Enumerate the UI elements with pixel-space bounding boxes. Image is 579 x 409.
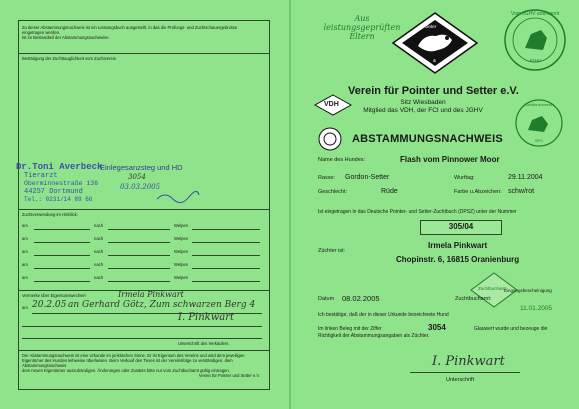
vet-role: Tierarzt xyxy=(24,172,58,180)
owner-line-1: Im linken Beleg mit der Ziffer xyxy=(318,326,382,332)
official-seal-text: Zuchtbuchamt xyxy=(478,286,507,291)
whelp-value: 29.11.2004 xyxy=(508,174,543,181)
row-label-nach: nach xyxy=(94,275,104,280)
row-label-nach: nach xyxy=(94,236,104,241)
divider xyxy=(18,209,269,210)
footer-line: dem neuen Eigentümer auszuhändigen. Änderungen oder Zusätze bitte nur vom Zuchtbuchamt gültig eintragen. xyxy=(22,368,230,373)
vet-street: Oberminnestraße 136 xyxy=(24,180,99,187)
row-label-am: am xyxy=(22,305,28,310)
row-line xyxy=(34,229,90,230)
breeder-name: Irmela Pinkwart xyxy=(428,241,488,250)
green-text-line: leistungsgeprüften xyxy=(323,23,401,32)
breeder-address: Chopinstr. 6, 16815 Oranienburg xyxy=(396,255,520,264)
legal-footer xyxy=(22,353,266,378)
row-line xyxy=(108,229,170,230)
vet-signature-scribble xyxy=(155,190,201,202)
register-number: 305/04 xyxy=(448,222,474,231)
logo-text-amp: & xyxy=(433,58,437,63)
top-info-line: Zu dieser Abstammungsnachweis ist ein Leistungsbuch ausgestellt, in das die Prüfungs- und Zuchtschauergebnisse xyxy=(22,25,238,30)
row-line xyxy=(192,268,260,269)
jghv-ring-text: Vom JGHV anerkannt xyxy=(510,11,560,17)
fci-roundel xyxy=(318,127,342,151)
row-line xyxy=(192,281,260,282)
divider xyxy=(18,350,269,351)
transfer-label: Vermerke über Eigentumswechsel xyxy=(22,293,86,298)
row-line xyxy=(22,338,262,339)
breeding-rows xyxy=(22,222,262,287)
transfer-to: an Gerhard Götz, Zum schwarzen Berg 4 xyxy=(68,300,256,310)
whelp-label: Wurftag: xyxy=(454,175,475,181)
breeding-row xyxy=(22,235,262,248)
studbook-seal xyxy=(514,98,564,148)
name-label: Name des Hundes: xyxy=(318,157,366,163)
studbook-sub-text: SPC xyxy=(534,138,544,143)
club-membership: Mitglied das VDH, der FCI und des JGHV xyxy=(363,107,483,114)
breed-label: Rasse: xyxy=(318,175,336,181)
row-line xyxy=(34,281,90,282)
page-fold xyxy=(289,0,291,409)
logo-text-pointer: Pointer xyxy=(422,24,437,29)
top-info-line: Ist im Bestandteil der Abstammungsnachweise. xyxy=(22,35,110,40)
owner-line-2: Glauwert wurde und bezeuge die xyxy=(474,326,548,332)
vet-phone: Tel.: 0231/14 89 66 xyxy=(24,196,93,203)
green-text-line: Eltern xyxy=(349,32,375,41)
row-label-am: am xyxy=(22,275,28,280)
row-label-welpen: Welpen xyxy=(174,249,189,254)
row-line xyxy=(34,255,90,256)
breeder-label: Züchter ist: xyxy=(318,248,346,254)
vet-city: 44257 Dortmund xyxy=(24,188,83,196)
row-label-welpen: Welpen xyxy=(174,236,189,241)
row-label-am: am xyxy=(22,223,28,228)
color-value: schw/rot xyxy=(508,188,535,195)
register-line: Ist eingetragen in das Deutsche Pointer- und Setter-Zuchtbuch (DPSZ) unter der Nummer xyxy=(318,209,517,215)
confirm-label: Bestätigung der Zuchttauglichkeit vom Zuchtverein xyxy=(22,56,117,61)
row-label-nach: nach xyxy=(94,223,104,228)
breeding-label: Zuchtverwendung im Hinblick: xyxy=(22,212,78,217)
divider xyxy=(18,53,269,54)
row-label-welpen: Welpen xyxy=(174,275,189,280)
club-seat: Sitz Wiesbaden xyxy=(400,99,446,106)
doc-title: ABSTAMMUNGSNACHWEIS xyxy=(352,133,503,145)
signature-line xyxy=(410,372,520,373)
row-line xyxy=(108,268,170,269)
row-line xyxy=(34,242,90,243)
row-line xyxy=(192,242,260,243)
top-info-box xyxy=(22,25,264,40)
footer-line: Eigentümer des Hundes leihweise überlassen. Beim Verkauf des Tieres ist der Vereinsfolge zu verständigen, dem Abstammungsnachweis xyxy=(22,358,233,368)
row-label-am: am xyxy=(22,236,28,241)
top-info-line: eingetragen werden. xyxy=(22,30,61,35)
green-stamp-text xyxy=(322,14,402,41)
row-line xyxy=(192,229,260,230)
breed-value: Gordon-Setter xyxy=(345,174,390,181)
breeding-row xyxy=(22,248,262,261)
green-text-line: Aus xyxy=(354,14,370,23)
hd-number: 3054 xyxy=(128,173,146,181)
right-signature: I. Pinkwart xyxy=(432,354,505,369)
jghv-sub-text: JGHV xyxy=(528,58,541,63)
color-label: Farbe u.Abzeichen: xyxy=(454,189,502,195)
row-line xyxy=(108,242,170,243)
seller-signature-caption: Unterschrift des Verkäufers xyxy=(178,341,229,346)
row-label-nach: nach xyxy=(94,249,104,254)
transfer-name: Irmela Pinkwart xyxy=(118,290,184,299)
date-label: Datum xyxy=(318,296,335,302)
sex-value: Rüde xyxy=(381,188,398,195)
footer-line: Der Abstammungsnachweis ist eine Urkunde im juristischen Sinne. Er ist Eigentum des Vereins und wird dem jeweiligen xyxy=(22,353,245,358)
studbook-ring-text: Zuchtbuchverein xyxy=(524,102,554,107)
vdh-text: VDH xyxy=(324,101,339,108)
signature-caption: Unterschrift xyxy=(446,377,475,383)
issued-date: 11.01.2005 xyxy=(520,305,553,312)
row-line xyxy=(108,281,170,282)
transfer-date: 20.2.05 xyxy=(32,300,67,310)
row-label-am: am xyxy=(22,249,28,254)
row-label-am: am xyxy=(22,262,28,267)
date-value: 08.02.2005 xyxy=(342,294,380,303)
jghv-seal xyxy=(503,8,567,72)
vet-overlay: Einlegesanzsteg und HD xyxy=(100,163,183,172)
row-line xyxy=(108,255,170,256)
row-line xyxy=(34,268,90,269)
row-label-welpen: Welpen xyxy=(174,223,189,228)
breeding-row xyxy=(22,274,262,287)
vet-date: 03.03.2005 xyxy=(120,183,161,191)
vdh-logo xyxy=(314,94,352,116)
row-line xyxy=(192,255,260,256)
issued-label: Zuchtbuchamt: xyxy=(455,296,492,302)
name-value: Flash vom Pinnower Moor xyxy=(400,155,500,164)
owner-number: 3054 xyxy=(428,323,446,332)
footer-line: Verein für Pointer und Setter e.V. xyxy=(198,373,260,378)
club-diamond-logo xyxy=(392,12,478,74)
attest-line: Ich bestätige, daß der in dieser Urkunde bezeichnete Hund xyxy=(318,312,449,318)
issued-right: Eingangsbescheinigung xyxy=(504,288,552,293)
row-label-nach: nach xyxy=(94,262,104,267)
vet-name: Dr.Toni Averbeck xyxy=(16,162,103,172)
row-line xyxy=(22,326,262,327)
sex-label: Geschlecht: xyxy=(318,189,348,195)
breeding-row xyxy=(22,222,262,235)
club-title: Verein für Pointer und Setter e.V. xyxy=(348,85,519,97)
owner-line-3: Richtigkeit der Abstammungsangaben als Züchter. xyxy=(318,333,430,339)
breeding-row xyxy=(22,261,262,274)
left-signature: I. Pinkwart xyxy=(178,312,235,323)
row-label-welpen: Welpen xyxy=(174,262,189,267)
